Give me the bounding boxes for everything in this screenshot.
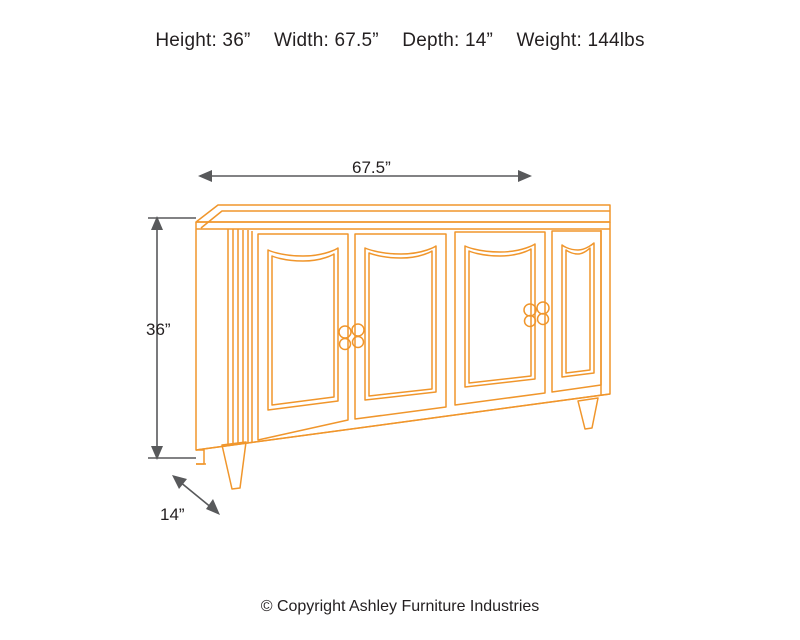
width-dimension-label: 67.5” [352, 158, 391, 177]
door-knobs [339, 302, 549, 350]
depth-spec: Depth: 14” [402, 30, 494, 51]
cabinet-legs [196, 398, 598, 489]
cabinet-doors [258, 231, 601, 440]
copyright-text: © Copyright Ashley Furniture Industries [260, 598, 540, 615]
height-dimension-label: 36” [146, 320, 171, 339]
height-spec: Height: 36” [155, 30, 251, 51]
width-spec: Width: 67.5” [273, 30, 379, 51]
weight-spec: Weight: 144lbs [516, 30, 645, 51]
cabinet-illustration [196, 205, 610, 489]
cabinet-top [196, 205, 610, 229]
depth-dimension-label: 14” [160, 505, 185, 524]
